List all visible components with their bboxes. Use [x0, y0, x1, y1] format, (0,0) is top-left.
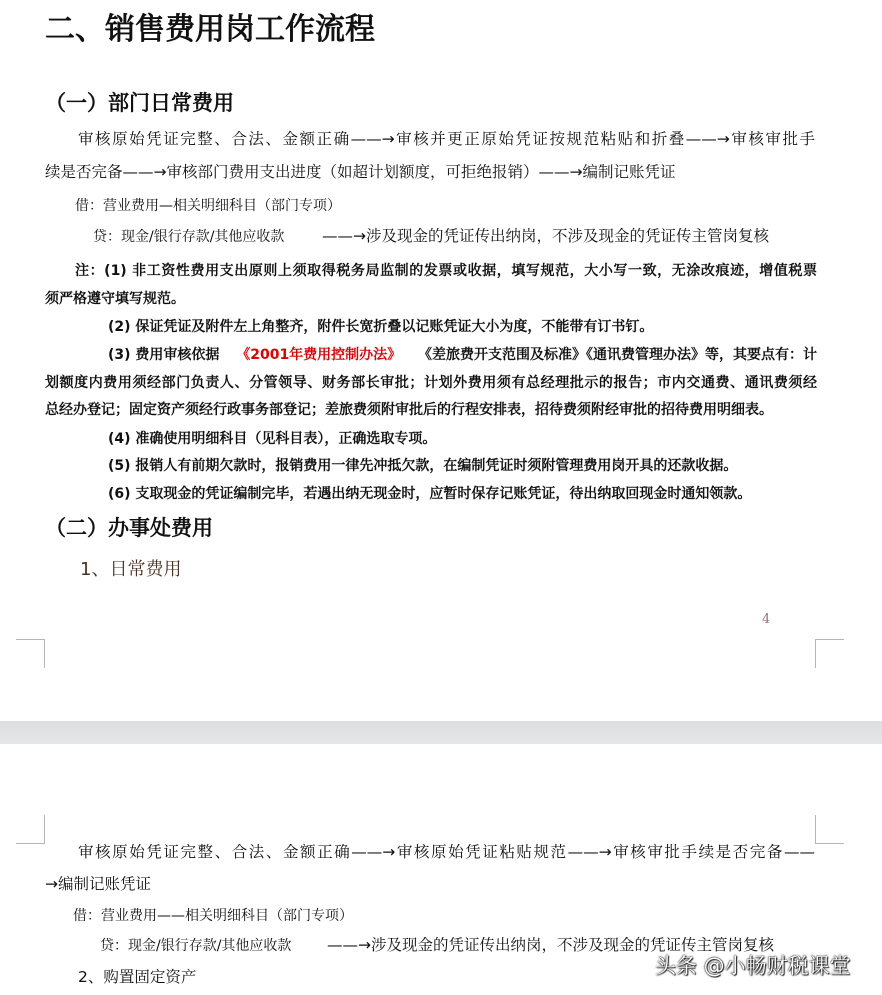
note-4: (4) 准确使用明细科目（见科目表），正确选取专项。 [108, 431, 437, 447]
subheading-fixed-assets: 2、购置固定资产 [78, 968, 197, 986]
note-3 [108, 348, 817, 362]
credit-routing-note: ——→涉及现金的凭证传出纳岗，不涉及现金的凭证传主管岗复核 [327, 936, 774, 954]
margin-corner-mark [16, 639, 45, 668]
page-number: 4 [762, 612, 771, 627]
watermark: 头条 @小畅财税课堂 [655, 954, 851, 978]
margin-corner-mark [815, 639, 844, 668]
flow-text: 续是否完备——→审核部门费用支出进度（如超计划额度，可拒绝报销）——→编制记账凭证 [45, 163, 676, 181]
credit-routing-note: ——→涉及现金的凭证传出纳岗，不涉及现金的凭证传主管岗复核 [322, 227, 769, 245]
page-title: 二、销售费用岗工作流程 [45, 12, 375, 47]
note-2: (2) 保证凭证及附件左上角整齐，附件长宽折叠以记账凭证大小为度，不能带有订书钉。 [108, 319, 654, 335]
flow-text: →编制记账凭证 [45, 875, 151, 893]
note-3-prefix: (3) 费用审核依据 [108, 347, 220, 363]
section-heading-office-expenses: （二）办事处费用 [45, 515, 213, 540]
note-1: 注：(1) 非工资性费用支出原则上须取得税务局监制的发票或收据，填写规范，大小写一致，无涂改痕迹，增值税票 [75, 263, 817, 279]
page-separator [0, 721, 882, 744]
note-6: (6) 支取现金的凭证编制完毕，若遇出纳无现金时，应暂时保存记账凭证，待出纳取回现金时通知领款。 [108, 486, 752, 502]
note-1-cont: 须严格遵守填写规范。 [45, 291, 185, 307]
note-3-cont: 划额度内费用须经部门负责人、分管领导、财务部长审批；计划外费用须有总经理批示的报告；市内交通费、通讯费须经 [45, 375, 817, 391]
section-heading-department-expenses: （一）部门日常费用 [45, 90, 234, 115]
debit-entry: 借：营业费用——相关明细科目（部门专项） [73, 908, 353, 924]
note-3-suffix: 《差旅费开支范围及标准》《通讯费管理办法》等，其要点有：计 [417, 347, 817, 363]
flow-text: 审核原始凭证完整、合法、金额正确——→审核原始凭证粘贴规范——→审核审批手续是否完备—— [78, 843, 815, 861]
debit-entry: 借：营业费用—相关明细科目（部门专项） [75, 198, 341, 214]
note-5: (5) 报销人有前期欠款时，报销费用一律先冲抵欠款，在编制凭证时须附管理费用岗开具的还款收据。 [108, 458, 738, 474]
note-3-red-reference: 《2001年费用控制办法》 [236, 347, 402, 363]
credit-entry: 贷：现金/银行存款/其他应收款 [100, 938, 292, 954]
margin-corner-mark [815, 815, 844, 844]
subheading-daily-expenses: 1、日常费用 [80, 559, 182, 580]
credit-entry: 贷：现金/银行存款/其他应收款 [93, 229, 285, 245]
note-3-cont: 总经办登记；固定资产须经行政事务部登记；差旅费须附审批后的行程安排表，招待费须附经审批的招待费用明细表。 [45, 402, 773, 418]
margin-corner-mark [16, 815, 45, 844]
flow-text: 审核原始凭证完整、合法、金额正确——→审核并更正原始凭证按规范粘贴和折叠——→审核审批手 [78, 130, 815, 148]
